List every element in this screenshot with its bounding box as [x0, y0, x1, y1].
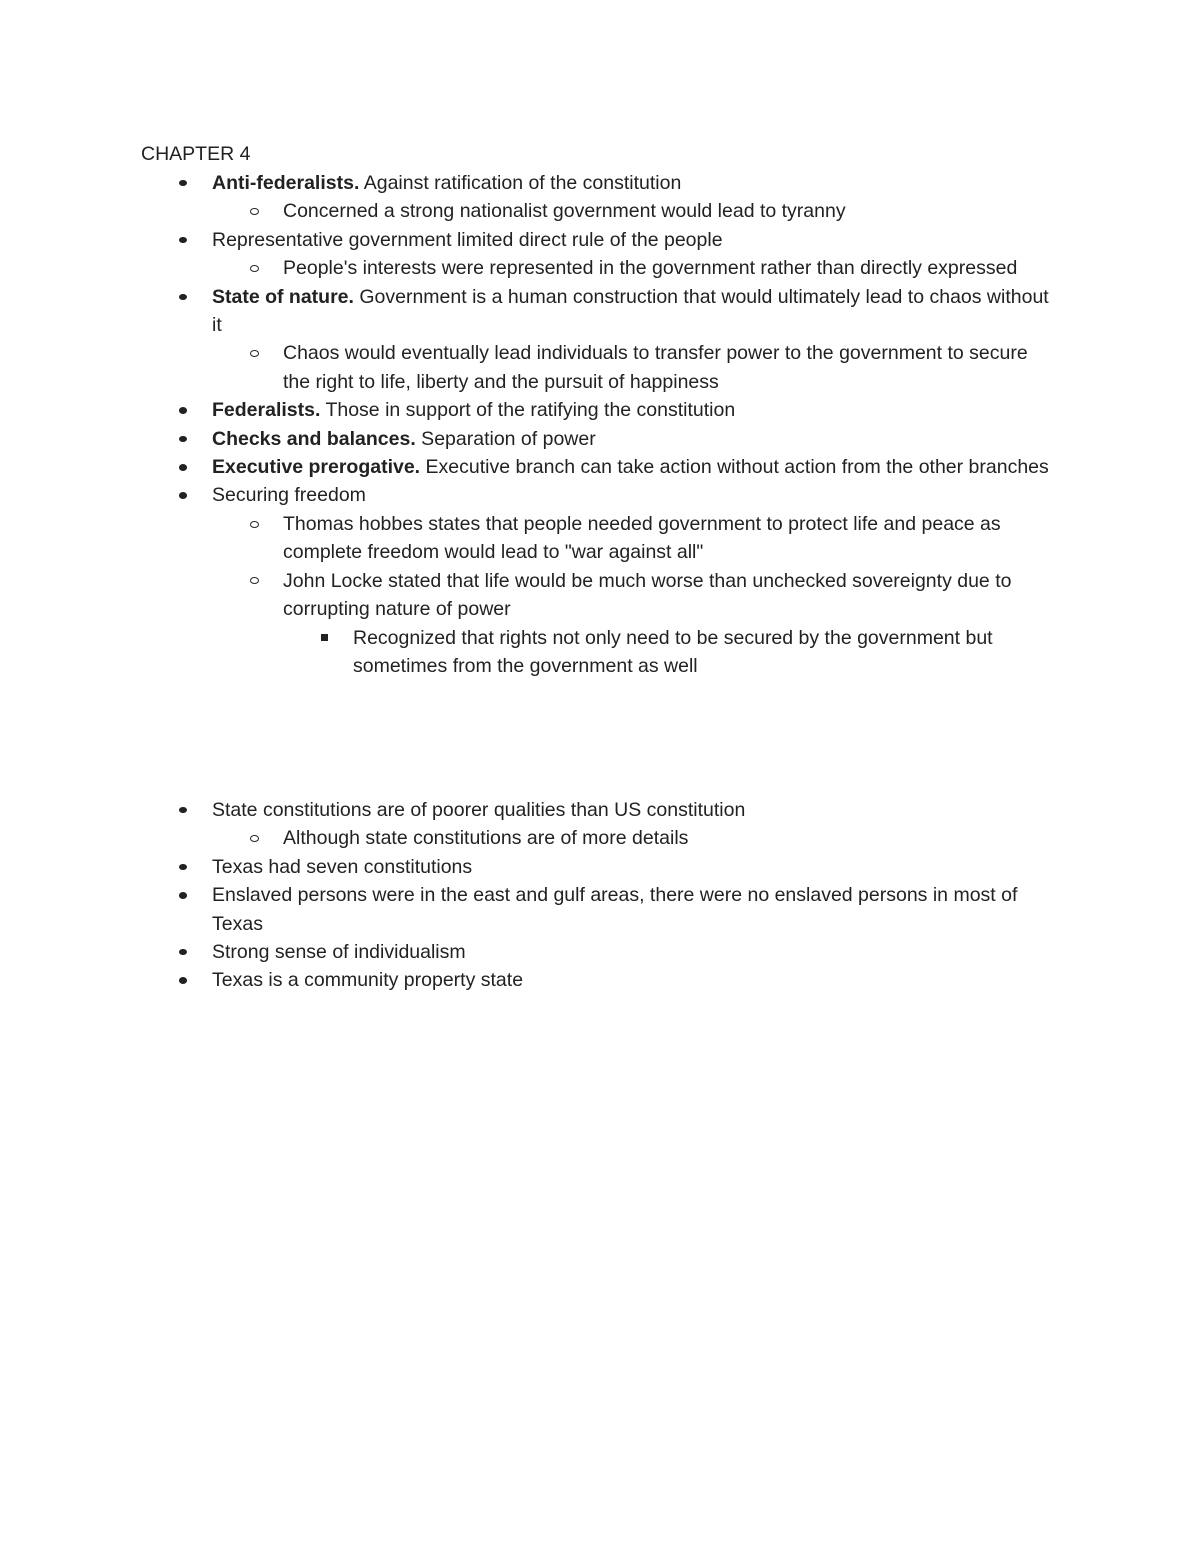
list-item: [0, 881, 1050, 938]
item-text: Recognized that rights not only need to be secured by the government but sometimes from the government as well: [353, 626, 993, 677]
list-item: [0, 567, 1050, 624]
item-text: Chaos would eventually lead individuals to transfer power to the government to secure the right to life, liberty and the pursuit of happiness: [283, 342, 1028, 393]
bullet-circle-icon: [247, 339, 261, 367]
bullet-dot-icon: [176, 396, 190, 424]
list-item: [0, 824, 1050, 852]
list-item: [0, 510, 1050, 567]
item-text: Enslaved persons were in the east and gulf areas, there were no enslaved persons in most of Texas: [212, 884, 1018, 935]
bullet-circle-icon: [247, 254, 261, 282]
item-text: State constitutions are of poorer qualities than US constitution: [212, 799, 746, 821]
list-item: [0, 396, 1050, 424]
item-text: John Locke stated that life would be much worse than unchecked sovereignty due to corrupting nature of power: [283, 569, 1012, 621]
list-item: [0, 169, 1050, 197]
list-item: [0, 481, 1050, 509]
bullet-dot-icon: [176, 481, 190, 509]
list-item: [0, 966, 1050, 994]
item-text: Strong sense of individualism: [212, 941, 466, 964]
item-text: Although state constitutions are of more details: [283, 827, 689, 850]
list-item: [0, 425, 1050, 453]
list-item: [0, 254, 1050, 282]
term-label: Executive prerogative.: [212, 456, 421, 479]
bullet-dot-icon: [176, 938, 190, 966]
bullet-dot-icon: [176, 796, 190, 824]
item-text: Thomas hobbes states that people needed government to protect life and peace as complete freedom would lead to "war against all": [283, 512, 1001, 564]
item-text: Texas had seven constitutions: [212, 855, 473, 878]
list-item: [0, 339, 1050, 396]
term-label: Anti-federalists.: [212, 172, 360, 194]
list-item: [0, 853, 1050, 881]
item-text: Securing freedom: [212, 484, 366, 507]
bullet-dot-icon: [176, 966, 190, 994]
item-text: Those in support of the ratifying the constitution: [320, 399, 736, 422]
list-item: [0, 453, 1050, 481]
item-text: Representative government limited direct rule of the people: [212, 228, 723, 251]
bullet-dot-icon: [176, 169, 190, 197]
list-item: [0, 226, 1050, 254]
list-item: [0, 938, 1050, 966]
bullet-dot-icon: [176, 425, 190, 453]
notes-list-section-1: [0, 169, 1200, 680]
list-item: [0, 796, 1050, 824]
bullet-dot-icon: [176, 226, 190, 254]
term-label: Checks and balances.: [212, 427, 416, 450]
item-text: People's interests were represented in the government rather than directly expressed: [283, 257, 1018, 280]
bullet-dot-icon: [176, 283, 190, 311]
notes-list-section-2: [0, 796, 1200, 995]
bullet-dot-icon: [176, 881, 190, 909]
term-label: State of nature.: [212, 285, 354, 308]
item-text: Government is a human construction that would ultimately lead to chaos without it: [212, 285, 1049, 337]
item-text: Executive branch can take action without action from the other branches: [420, 456, 1049, 479]
list-item: [0, 624, 1050, 681]
list-item: [0, 197, 1050, 225]
bullet-circle-icon: [247, 197, 261, 225]
bullet-square-icon: [317, 624, 331, 652]
bullet-dot-icon: [176, 853, 190, 881]
item-text: Against ratification of the constitution: [359, 172, 682, 194]
item-text: Texas is a community property state: [212, 969, 524, 992]
item-text: Separation of power: [415, 427, 596, 450]
bullet-circle-icon: [247, 567, 261, 595]
bullet-circle-icon: [247, 824, 261, 852]
bullet-circle-icon: [247, 510, 261, 538]
term-label: Federalists.: [212, 399, 321, 422]
bullet-dot-icon: [176, 453, 190, 481]
chapter-title: CHAPTER 4: [141, 143, 251, 165]
item-text: Concerned a strong nationalist government would lead to tyranny: [283, 200, 846, 223]
list-item: [0, 283, 1050, 340]
